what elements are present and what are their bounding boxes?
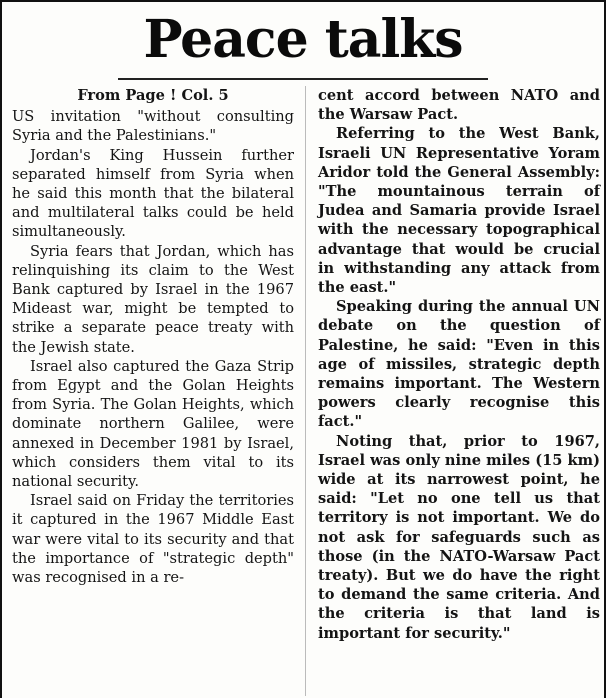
paragraph: Israel also captured the Gaza Strip from Egypt and the Golan Heights from Syria. The Golan Heights, which dominate northern Galilee, were annexed in December 1981 by Israel, which considers them vital to its national security. [12, 357, 294, 491]
left-column [12, 86, 294, 587]
paragraph: US invitation "without consulting Syria and the Palestinians." [12, 108, 294, 145]
jump-line: From Page ! Col. 5 [77, 87, 229, 104]
headline-rule [118, 78, 488, 80]
paragraph: Syria fears that Jordan, which has relinquishing its claim to the West Bank captured by Israel in the 1967 Mideast war, might be tempted to strike a separate peace treaty with the Jewish state. [12, 242, 294, 356]
paragraph: Referring to the West Bank, Israeli UN Representative Yoram Aridor told the General Assembly: "The mountainous terrain of Judea and Samaria provide Israel with the necessary topographical advantage that would be crucial in withstanding any attack from the east." [318, 125, 600, 297]
headline: Peace talks [143, 9, 463, 70]
paragraph: Speaking during the annual UN debate on the question of Palestine, he said: "Even in this age of missiles, strategic depth remains important. The Western powers clearly recognise this fact." [318, 298, 600, 431]
paragraph: Israel said on Friday the territories it captured in the 1967 Middle East war were vital to its security and that the importance of "strategic depth" was recognised in a re- [12, 492, 294, 587]
right-column [318, 86, 600, 643]
paragraph: Jordan's King Hussein further separated himself from Syria when he said this month that the bilateral and multilateral talks could be held simultaneously. [12, 146, 294, 241]
paragraph: Noting that, prior to 1967, Israel was only nine miles (15 km) wide at its narrowest point, he said: "Let no one tell us that territory is not important. We do not ask for safeguards such as those (in the NATO-Warsaw Pact treaty). But we do have the right to demand the same criteria. And the criteria is that land is important for security." [318, 432, 600, 642]
paragraph: cent accord between NATO and the Warsaw Pact. [318, 87, 600, 124]
column-divider [305, 86, 306, 696]
